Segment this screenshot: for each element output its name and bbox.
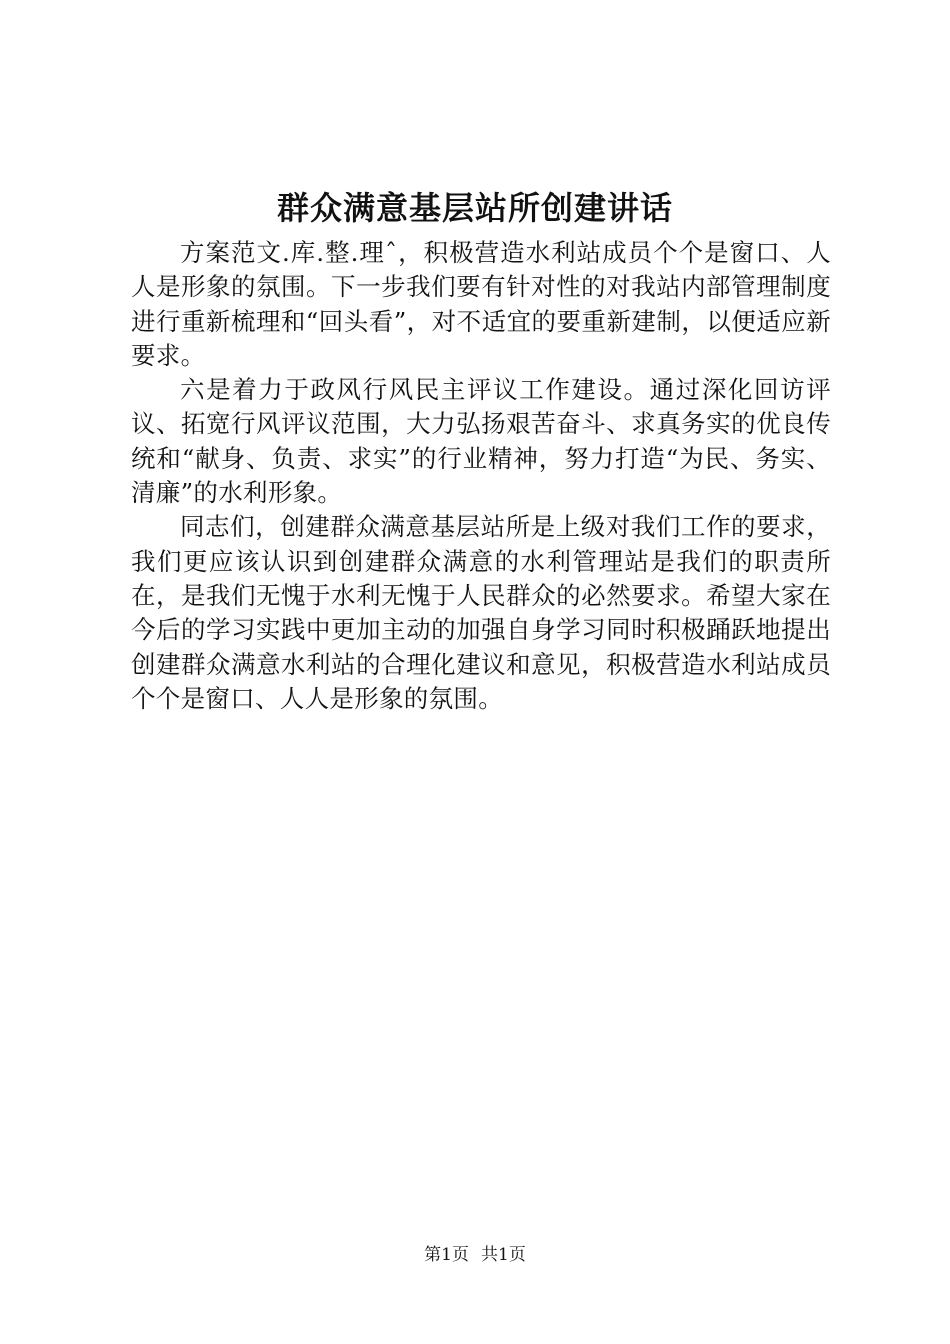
page-number: 第1页: [424, 1245, 469, 1265]
page-total: 共1页: [481, 1245, 526, 1265]
page-footer: [0, 1243, 950, 1267]
document-body: [131, 236, 831, 716]
document-title: 群众满意基层站所创建讲话: [276, 189, 673, 227]
paragraph-1: 方案范文.库.整.理ˆ，积极营造水利站成员个个是窗口、人人是形象的氛围。下一步我们要有针对性的对我站内部管理制度进行重新梳理和“回头看”，对不适宜的要重新建制，以便适应新要求。: [131, 238, 831, 370]
paragraph-2: 六是着力于政风行风民主评议工作建设。通过深化回访评议、拓宽行风评议范围，大力弘扬艰苦奋斗、求真务实的优良传统和“献身、负责、求实”的行业精神，努力打造“为民、务实、清廉”的水利形象。: [131, 375, 831, 508]
paragraph-3: 同志们，创建群众满意基层站所是上级对我们工作的要求，我们更应该认识到创建群众满意的水利管理站是我们的职责所在，是我们无愧于水利无愧于人民群众的必然要求。希望大家在今后的学习实践中更加主动的加强自身学习同时积极踊跃地提出创建群众满意水利站的合理化建议和意见，积极营造水利站成员个个是窗口、人人是形象的氛围。: [131, 512, 831, 713]
